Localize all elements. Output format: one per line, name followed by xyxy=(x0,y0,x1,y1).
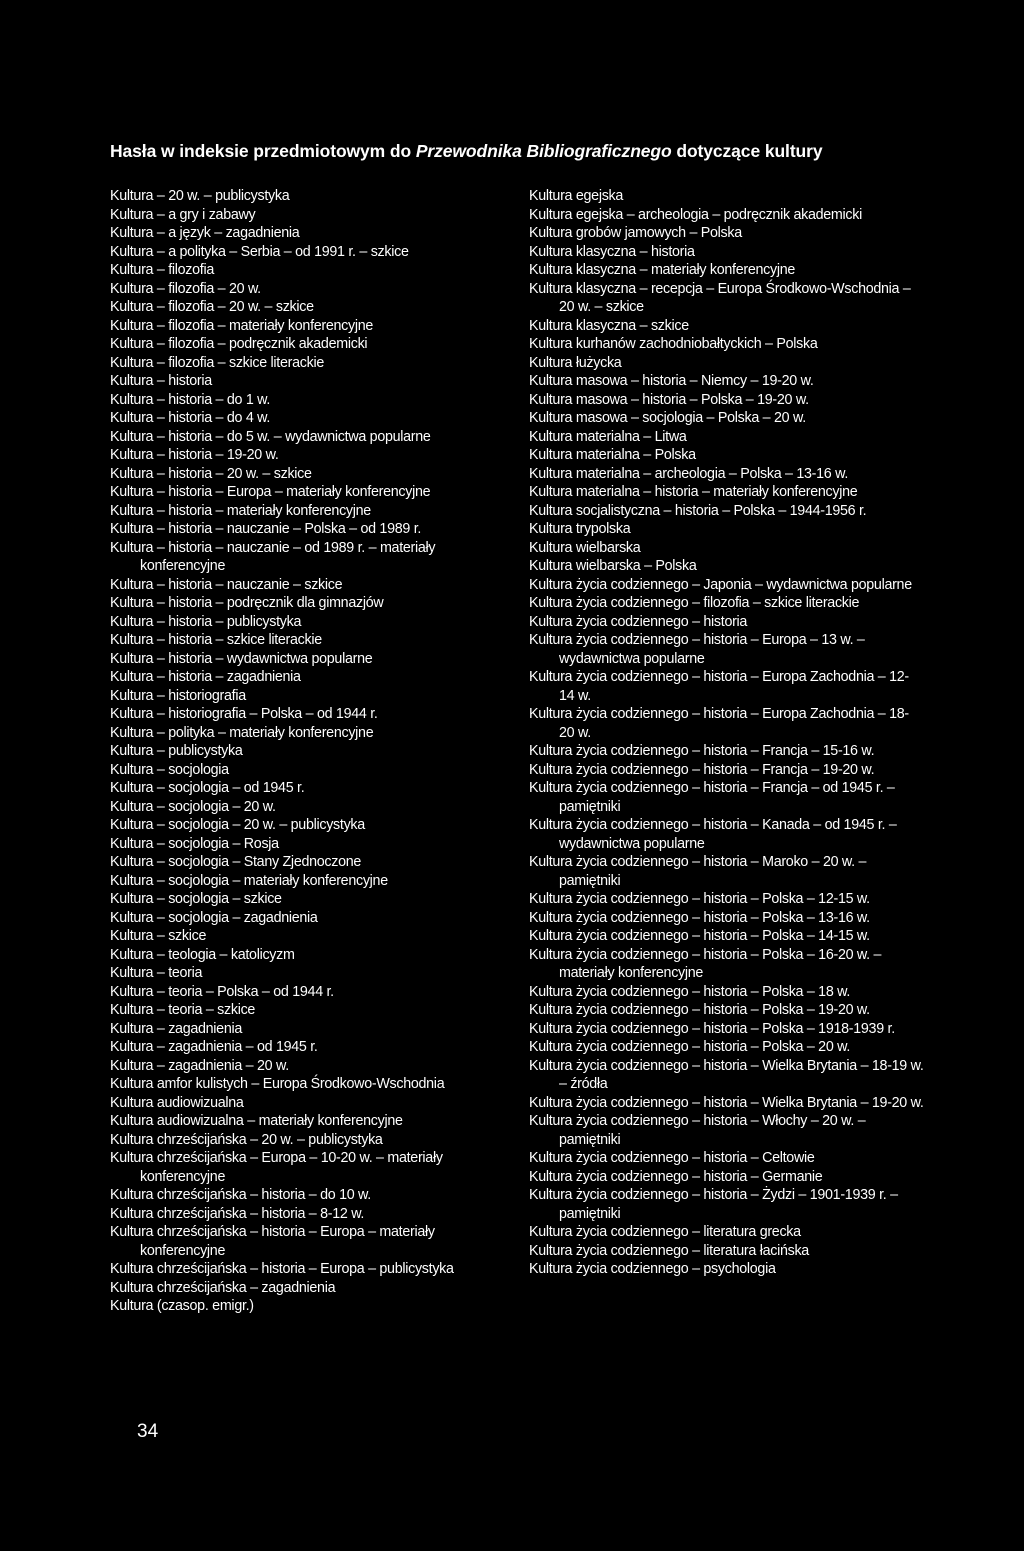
index-entry: Kultura życia codziennego – historia – Maroko – 20 w. – pamiętniki xyxy=(529,854,867,889)
index-entry: Kultura – historia – do 4 w. xyxy=(110,410,271,426)
page-title-suffix: dotyczące kultury xyxy=(671,141,823,161)
index-entry: Kultura życia codziennego – historia – Kanada – od 1945 r. – wydawnictwa popularne xyxy=(529,817,897,852)
index-entry: Kultura – zagadnienia xyxy=(110,1020,243,1037)
index-entry: Kultura – 20 w. – publicystyka xyxy=(110,188,290,204)
index-entry: Kultura życia codziennego – historia – Żydzi – 1901-1939 r. – pamiętniki xyxy=(529,1187,898,1222)
index-entry: Kultura – historia – nauczanie – szkice xyxy=(110,576,343,593)
index-entry: Kultura – socjologia – Rosja xyxy=(110,835,279,852)
page-title-book-name: Przewodnika Bibliograficznego xyxy=(415,141,672,161)
index-column-left xyxy=(110,187,520,1316)
index-entry: Kultura życia codziennego – historia – Wielka Brytania – 18-19 w. – źródła xyxy=(529,1057,924,1092)
index-column-right xyxy=(529,187,924,1279)
index-entry: Kultura wielbarska – Polska xyxy=(529,558,697,574)
index-entry: Kultura życia codziennego – psychologia xyxy=(529,1261,776,1277)
index-entry: Kultura materialna – Litwa xyxy=(529,428,687,445)
index-entry: Kultura chrześcijańska – Europa – 10-20 w. – materiały konferencyjne xyxy=(110,1150,443,1185)
index-entry: Kultura klasyczna – historia xyxy=(529,243,695,260)
index-entry: Kultura – historia – Europa – materiały konferencyjne xyxy=(110,484,431,500)
index-entry: Kultura – historiografia xyxy=(110,687,246,704)
index-entry: Kultura – filozofia – materiały konferencyjne xyxy=(110,317,374,334)
index-entry: Kultura – a polityka – Serbia – od 1991 r. – szkice xyxy=(110,243,409,260)
index-entry: Kultura masowa – socjologia – Polska – 20 w. xyxy=(529,410,806,426)
index-entry: Kultura życia codziennego – historia – Francja – 19-20 w. xyxy=(529,761,875,778)
index-entry: Kultura życia codziennego – historia – Polska – 1918-1939 r. xyxy=(529,1020,895,1037)
index-entry: Kultura audiowizualna – materiały konferencyjne xyxy=(110,1113,403,1129)
index-entry: Kultura – socjologia – 20 w. – publicystyka xyxy=(110,817,365,833)
index-entry: Kultura – historia – do 5 w. – wydawnictwa popularne xyxy=(110,428,431,445)
index-entry: Kultura – socjologia – zagadnienia xyxy=(110,909,318,926)
index-entry: Kultura chrześcijańska – historia – Europa – materiały konferencyjne xyxy=(110,1224,435,1259)
index-entry: Kultura – socjologia – materiały konferencyjne xyxy=(110,872,388,889)
index-entry: Kultura materialna – archeologia – Polska – 13-16 w. xyxy=(529,465,848,482)
index-entry: Kultura klasyczna – recepcja – Europa Środkowo-Wschodnia – 20 w. – szkice xyxy=(529,280,911,315)
index-entry: Kultura – a język – zagadnienia xyxy=(110,225,300,241)
index-entry: Kultura chrześcijańska – historia – Europa – publicystyka xyxy=(110,1261,454,1277)
index-entry: Kultura – historia – nauczanie – od 1989 r. – materiały konferencyjne xyxy=(110,539,436,574)
index-entry: Kultura – historia – publicystyka xyxy=(110,613,302,630)
index-entry: Kultura życia codziennego – historia – Francja – 15-16 w. xyxy=(529,743,875,759)
index-entry: Kultura – historia – podręcznik dla gimnazjów xyxy=(110,595,384,611)
index-entry: Kultura – socjologia – 20 w. xyxy=(110,798,276,815)
index-entry: Kultura życia codziennego – historia – Polska – 18 w. xyxy=(529,983,851,1000)
index-entry: Kultura – historia – szkice literackie xyxy=(110,632,322,648)
index-entry: Kultura amfor kulistych – Europa Środkowo-Wschodnia xyxy=(110,1076,445,1092)
index-entry: Kultura – historia – nauczanie – Polska – od 1989 r. xyxy=(110,521,422,537)
index-entry: Kultura materialna – historia – materiały konferencyjne xyxy=(529,484,858,500)
index-entry: Kultura – socjologia – Stany Zjednoczone xyxy=(110,854,362,870)
index-entry: Kultura życia codziennego – historia – Wielka Brytania – 19-20 w. xyxy=(529,1094,924,1111)
index-entry: Kultura chrześcijańska – historia – do 10 w. xyxy=(110,1187,371,1203)
index-entry: Kultura – historia – 19-20 w. xyxy=(110,447,279,463)
index-entry: Kultura klasyczna – szkice xyxy=(529,317,689,334)
index-entry: Kultura chrześcijańska – 20 w. – publicystyka xyxy=(110,1131,383,1148)
index-entry: Kultura – historia – zagadnienia xyxy=(110,669,301,685)
index-entry: Kultura życia codziennego – historia – Polska – 13-16 w. xyxy=(529,909,870,926)
index-entry: Kultura życia codziennego – historia – Włochy – 20 w. – pamiętniki xyxy=(529,1113,866,1148)
index-entry: Kultura egejska – archeologia – podręcznik akademicki xyxy=(529,206,862,223)
index-entry: Kultura łużycka xyxy=(529,354,622,371)
index-entry: Kultura – filozofia – 20 w. xyxy=(110,280,261,297)
index-entry: Kultura – teoria – szkice xyxy=(110,1002,256,1018)
index-entry: Kultura życia codziennego – historia – Francja – od 1945 r. – pamiętniki xyxy=(529,780,895,815)
index-entry: Kultura (czasop. emigr.) xyxy=(110,1298,254,1314)
index-entry: Kultura egejska xyxy=(529,188,624,204)
index-entry: Kultura życia codziennego – filozofia – szkice literackie xyxy=(529,595,860,611)
index-entry: Kultura życia codziennego – historia – Polska – 19-20 w. xyxy=(529,1002,870,1018)
page-title-text: Hasła w indeksie przedmiotowym do xyxy=(110,141,416,161)
index-entry: Kultura życia codziennego – historia – Polska – 20 w. xyxy=(529,1039,851,1055)
index-entry: Kultura – zagadnienia – 20 w. xyxy=(110,1057,289,1074)
index-entry: Kultura życia codziennego – historia – Europa – 13 w. – wydawnictwa popularne xyxy=(529,632,865,667)
index-entry: Kultura – filozofia – podręcznik akademicki xyxy=(110,336,368,352)
index-entry: Kultura – publicystyka xyxy=(110,743,243,759)
index-entry: Kultura – teoria – Polska – od 1944 r. xyxy=(110,983,334,1000)
index-entry: Kultura życia codziennego – historia – Europa Zachodnia – 18-20 w. xyxy=(529,706,909,741)
index-entry: Kultura – szkice xyxy=(110,928,207,944)
index-entry: Kultura – historia – 20 w. – szkice xyxy=(110,465,312,482)
index-entry: Kultura materialna – Polska xyxy=(529,447,696,463)
index-entry: Kultura – a gry i zabawy xyxy=(110,206,256,223)
index-entry: Kultura – historia – do 1 w. xyxy=(110,391,271,408)
index-entry: Kultura – historia xyxy=(110,373,212,389)
index-entry: Kultura – polityka – materiały konferencyjne xyxy=(110,724,374,741)
index-entry: Kultura życia codziennego – literatura łacińska xyxy=(529,1242,809,1259)
index-entry: Kultura – filozofia – 20 w. – szkice xyxy=(110,299,314,315)
index-entry: Kultura – historia – materiały konferencyjne xyxy=(110,502,371,519)
page-title xyxy=(110,141,930,162)
index-entry: Kultura masowa – historia – Polska – 19-20 w. xyxy=(529,391,809,408)
index-entry: Kultura grobów jamowych – Polska xyxy=(529,225,742,241)
index-entry: Kultura życia codziennego – historia xyxy=(529,613,748,630)
index-entry: Kultura – filozofia xyxy=(110,262,214,278)
page-number: 34 xyxy=(137,1421,159,1442)
index-entry: Kultura życia codziennego – historia – Europa Zachodnia – 12-14 w. xyxy=(529,669,909,704)
index-entry: Kultura – zagadnienia – od 1945 r. xyxy=(110,1039,318,1055)
index-entry: Kultura – socjologia xyxy=(110,761,229,778)
index-entry: Kultura – socjologia – od 1945 r. xyxy=(110,780,305,796)
index-entry: Kultura – historia – wydawnictwa popularne xyxy=(110,650,373,667)
index-entry: Kultura audiowizualna xyxy=(110,1094,244,1111)
index-entry: Kultura życia codziennego – Japonia – wydawnictwa popularne xyxy=(529,576,912,593)
index-entry: Kultura życia codziennego – historia – Polska – 16-20 w. – materiały konferencyjne xyxy=(529,946,882,981)
index-entry: Kultura życia codziennego – historia – Polska – 12-15 w. xyxy=(529,891,870,907)
index-entry: Kultura chrześcijańska – zagadnienia xyxy=(110,1279,336,1296)
index-entry: Kultura życia codziennego – historia – Polska – 14-15 w. xyxy=(529,928,870,944)
index-entry: Kultura trypolska xyxy=(529,521,631,537)
index-entry: Kultura masowa – historia – Niemcy – 19-20 w. xyxy=(529,373,814,389)
index-entry: Kultura klasyczna – materiały konferencyjne xyxy=(529,262,796,278)
index-entry: Kultura socjalistyczna – historia – Polska – 1944-1956 r. xyxy=(529,502,867,519)
index-entry: Kultura – historiografia – Polska – od 1944 r. xyxy=(110,706,378,722)
index-entry: Kultura życia codziennego – historia – Celtowie xyxy=(529,1150,815,1166)
index-entry: Kultura – teoria xyxy=(110,965,203,981)
index-entry: Kultura – filozofia – szkice literackie xyxy=(110,354,324,371)
index-entry: Kultura chrześcijańska – historia – 8-12 w. xyxy=(110,1205,365,1222)
index-entry: Kultura kurhanów zachodniobałtyckich – Polska xyxy=(529,336,818,352)
index-entry: Kultura – teologia – katolicyzm xyxy=(110,946,295,963)
index-entry: Kultura – socjologia – szkice xyxy=(110,891,282,907)
index-entry: Kultura życia codziennego – historia – Germanie xyxy=(529,1168,823,1185)
index-entry: Kultura wielbarska xyxy=(529,539,641,556)
index-entry: Kultura życia codziennego – literatura grecka xyxy=(529,1224,801,1240)
